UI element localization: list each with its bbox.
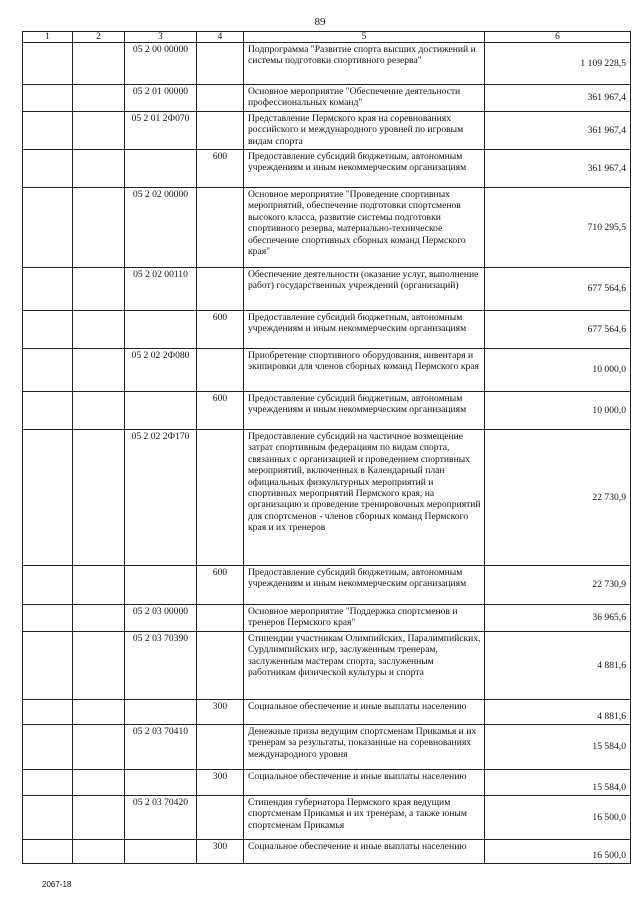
- cell-rtype: [197, 85, 244, 112]
- cell-code: 05 2 01 2Ф070: [125, 112, 197, 150]
- cell-name: Социальное обеспечение и иные выплаты населению: [244, 770, 485, 796]
- cell-col1: [23, 112, 73, 150]
- cell-rtype: [197, 188, 244, 268]
- cell-code: 05 2 03 70390: [125, 632, 197, 700]
- cell-amount: 710 295,5: [485, 188, 631, 268]
- cell-col1: [23, 725, 73, 770]
- cell-rtype: [197, 268, 244, 311]
- table-row: [23, 770, 631, 796]
- table-row: [23, 112, 631, 150]
- table-row: [23, 268, 631, 311]
- cell-name: Социальное обеспечение и иные выплаты населению: [244, 700, 485, 725]
- cell-rtype: [197, 725, 244, 770]
- table-row: [23, 840, 631, 864]
- cell-col1: [23, 430, 73, 566]
- cell-col1: [23, 150, 73, 188]
- cell-name: Предоставление субсидий бюджетным, автономным учреждениям и иным некоммерческим организациям: [244, 150, 485, 188]
- table-row: [23, 700, 631, 725]
- table-row: [23, 349, 631, 392]
- cell-rtype: 300: [197, 840, 244, 864]
- cell-code: 05 2 00 00000: [125, 43, 197, 85]
- cell-rtype: [197, 605, 244, 632]
- cell-code: 05 2 01 00000: [125, 85, 197, 112]
- cell-name: Стипендия губернатора Пермского края ведущим спортсменам Прикамья и их тренерам, а также юным спортсменам Прикамья: [244, 796, 485, 840]
- cell-amount: 4 881,6: [485, 632, 631, 700]
- cell-col1: [23, 43, 73, 85]
- cell-code: [125, 311, 197, 349]
- table-row: [23, 392, 631, 430]
- cell-amount: 22 730,9: [485, 566, 631, 605]
- cell-name: Представление Пермского края на соревнованиях российского и международного уровней по игровым видам спорта: [244, 112, 485, 150]
- cell-name: Предоставление субсидий бюджетным, автономным учреждениям и иным некоммерческим организациям: [244, 566, 485, 605]
- cell-amount: 10 000,0: [485, 392, 631, 430]
- cell-code: 05 2 03 00000: [125, 605, 197, 632]
- cell-rtype: 600: [197, 150, 244, 188]
- col-5-header: 5: [244, 32, 485, 43]
- cell-col2: [73, 268, 125, 311]
- cell-col2: [73, 700, 125, 725]
- cell-rtype: [197, 632, 244, 700]
- cell-col1: [23, 632, 73, 700]
- cell-name: Основное мероприятие "Проведение спортивных мероприятий, обеспечение подготовки спортсменов высокого класса, развитие системы подготовки спортивного резерва, материально-техническое обеспечение спортивных сборных команд Пермского края": [244, 188, 485, 268]
- cell-code: 05 2 03 70410: [125, 725, 197, 770]
- cell-code: 05 2 02 2Ф170: [125, 430, 197, 566]
- cell-amount: 361 967,4: [485, 150, 631, 188]
- budget-table: [22, 31, 631, 864]
- cell-col2: [73, 796, 125, 840]
- table-row: [23, 188, 631, 268]
- cell-col1: [23, 349, 73, 392]
- cell-col2: [73, 392, 125, 430]
- table-row: [23, 725, 631, 770]
- footer-code: 2067-18: [42, 880, 72, 889]
- table-row: [23, 85, 631, 112]
- cell-code: 05 2 02 2Ф080: [125, 349, 197, 392]
- cell-col1: [23, 770, 73, 796]
- cell-amount: 677 564,6: [485, 268, 631, 311]
- cell-col2: [73, 605, 125, 632]
- table-row: [23, 632, 631, 700]
- page-number: 89: [314, 16, 326, 28]
- cell-rtype: 600: [197, 392, 244, 430]
- cell-col1: [23, 840, 73, 864]
- cell-code: [125, 770, 197, 796]
- cell-amount: 16 500,0: [485, 796, 631, 840]
- col-3-header: 3: [125, 32, 197, 43]
- cell-rtype: [197, 43, 244, 85]
- col-6-header: 6: [485, 32, 631, 43]
- cell-col2: [73, 430, 125, 566]
- table-row: [23, 605, 631, 632]
- cell-col1: [23, 311, 73, 349]
- cell-col2: [73, 725, 125, 770]
- cell-col2: [73, 311, 125, 349]
- cell-rtype: [197, 796, 244, 840]
- cell-col1: [23, 85, 73, 112]
- cell-name: Подпрограмма "Развитие спорта высших достижений и системы подготовки спортивного резерва": [244, 43, 485, 85]
- table-row: [23, 311, 631, 349]
- col-1-header: 1: [23, 32, 73, 43]
- cell-rtype: [197, 430, 244, 566]
- cell-code: [125, 700, 197, 725]
- cell-col2: [73, 188, 125, 268]
- cell-name: Основное мероприятие "Обеспечение деятельности профессиональных команд": [244, 85, 485, 112]
- cell-col1: [23, 188, 73, 268]
- header-row: [23, 32, 631, 43]
- table-row: [23, 43, 631, 85]
- cell-col2: [73, 349, 125, 392]
- cell-amount: 16 500,0: [485, 840, 631, 864]
- cell-col2: [73, 43, 125, 85]
- cell-col2: [73, 85, 125, 112]
- cell-name: Предоставление субсидий на частичное возмещение затрат спортивным федерациям по видам спорта, связанных с организацией и проведением спортивных мероприятий, включенных в Календарный план официальных физкультурных мероприятий и спортивных мероприятий Пермского края, на организацию и проведение тренировочных мероприятий для спортсменов - членов сборных команд Пермского края и их тренеров: [244, 430, 485, 566]
- cell-col2: [73, 770, 125, 796]
- cell-col2: [73, 112, 125, 150]
- cell-name: Обеспечение деятельности (оказание услуг, выполнение работ) государственных учреждений (организаций): [244, 268, 485, 311]
- cell-code: 05 2 02 00110: [125, 268, 197, 311]
- cell-col1: [23, 268, 73, 311]
- cell-rtype: [197, 112, 244, 150]
- cell-name: Основное мероприятие "Поддержка спортсменов и тренеров Пермского края": [244, 605, 485, 632]
- cell-col2: [73, 840, 125, 864]
- table-row: [23, 430, 631, 566]
- col-4-header: 4: [197, 32, 244, 43]
- col-2-header: 2: [73, 32, 125, 43]
- cell-name: Денежные призы ведущим спортсменам Прикамья и их тренерам за результаты, показанные на соревнованиях международного уровня: [244, 725, 485, 770]
- cell-col1: [23, 796, 73, 840]
- cell-rtype: 600: [197, 311, 244, 349]
- cell-name: Предоставление субсидий бюджетным, автономным учреждениям и иным некоммерческим организациям: [244, 392, 485, 430]
- cell-rtype: 300: [197, 770, 244, 796]
- cell-code: [125, 392, 197, 430]
- cell-rtype: 300: [197, 700, 244, 725]
- cell-amount: 22 730,9: [485, 430, 631, 566]
- cell-amount: 361 967,4: [485, 85, 631, 112]
- cell-amount: 10 000,0: [485, 349, 631, 392]
- table-row: [23, 150, 631, 188]
- cell-rtype: 600: [197, 566, 244, 605]
- cell-amount: 1 109 228,5: [485, 43, 631, 85]
- cell-amount: 15 584,0: [485, 725, 631, 770]
- cell-name: Предоставление субсидий бюджетным, автономным учреждениям и иным некоммерческим организациям: [244, 311, 485, 349]
- cell-col1: [23, 700, 73, 725]
- cell-col1: [23, 605, 73, 632]
- cell-code: [125, 566, 197, 605]
- table-row: [23, 566, 631, 605]
- cell-col2: [73, 566, 125, 605]
- cell-col1: [23, 392, 73, 430]
- cell-code: [125, 840, 197, 864]
- cell-code: 05 2 02 00000: [125, 188, 197, 268]
- cell-name: Стипендии участникам Олимпийских, Паралимпийских, Сурдлимпийских игр, заслуженным тренерам, заслуженным мастерам спорта, заслуженным работникам физической культуры и спорта: [244, 632, 485, 700]
- cell-col2: [73, 150, 125, 188]
- cell-code: 05 2 03 70420: [125, 796, 197, 840]
- cell-col1: [23, 566, 73, 605]
- cell-rtype: [197, 349, 244, 392]
- table-row: [23, 796, 631, 840]
- cell-col2: [73, 632, 125, 700]
- cell-amount: 361 967,4: [485, 112, 631, 150]
- cell-amount: 4 881,6: [485, 700, 631, 725]
- cell-name: Социальное обеспечение и иные выплаты населению: [244, 840, 485, 864]
- cell-amount: 15 584,0: [485, 770, 631, 796]
- cell-name: Приобретение спортивного оборудования, инвентаря и экипировки для членов сборных команд Пермского края: [244, 349, 485, 392]
- cell-amount: 677 564,6: [485, 311, 631, 349]
- cell-code: [125, 150, 197, 188]
- cell-amount: 36 965,6: [485, 605, 631, 632]
